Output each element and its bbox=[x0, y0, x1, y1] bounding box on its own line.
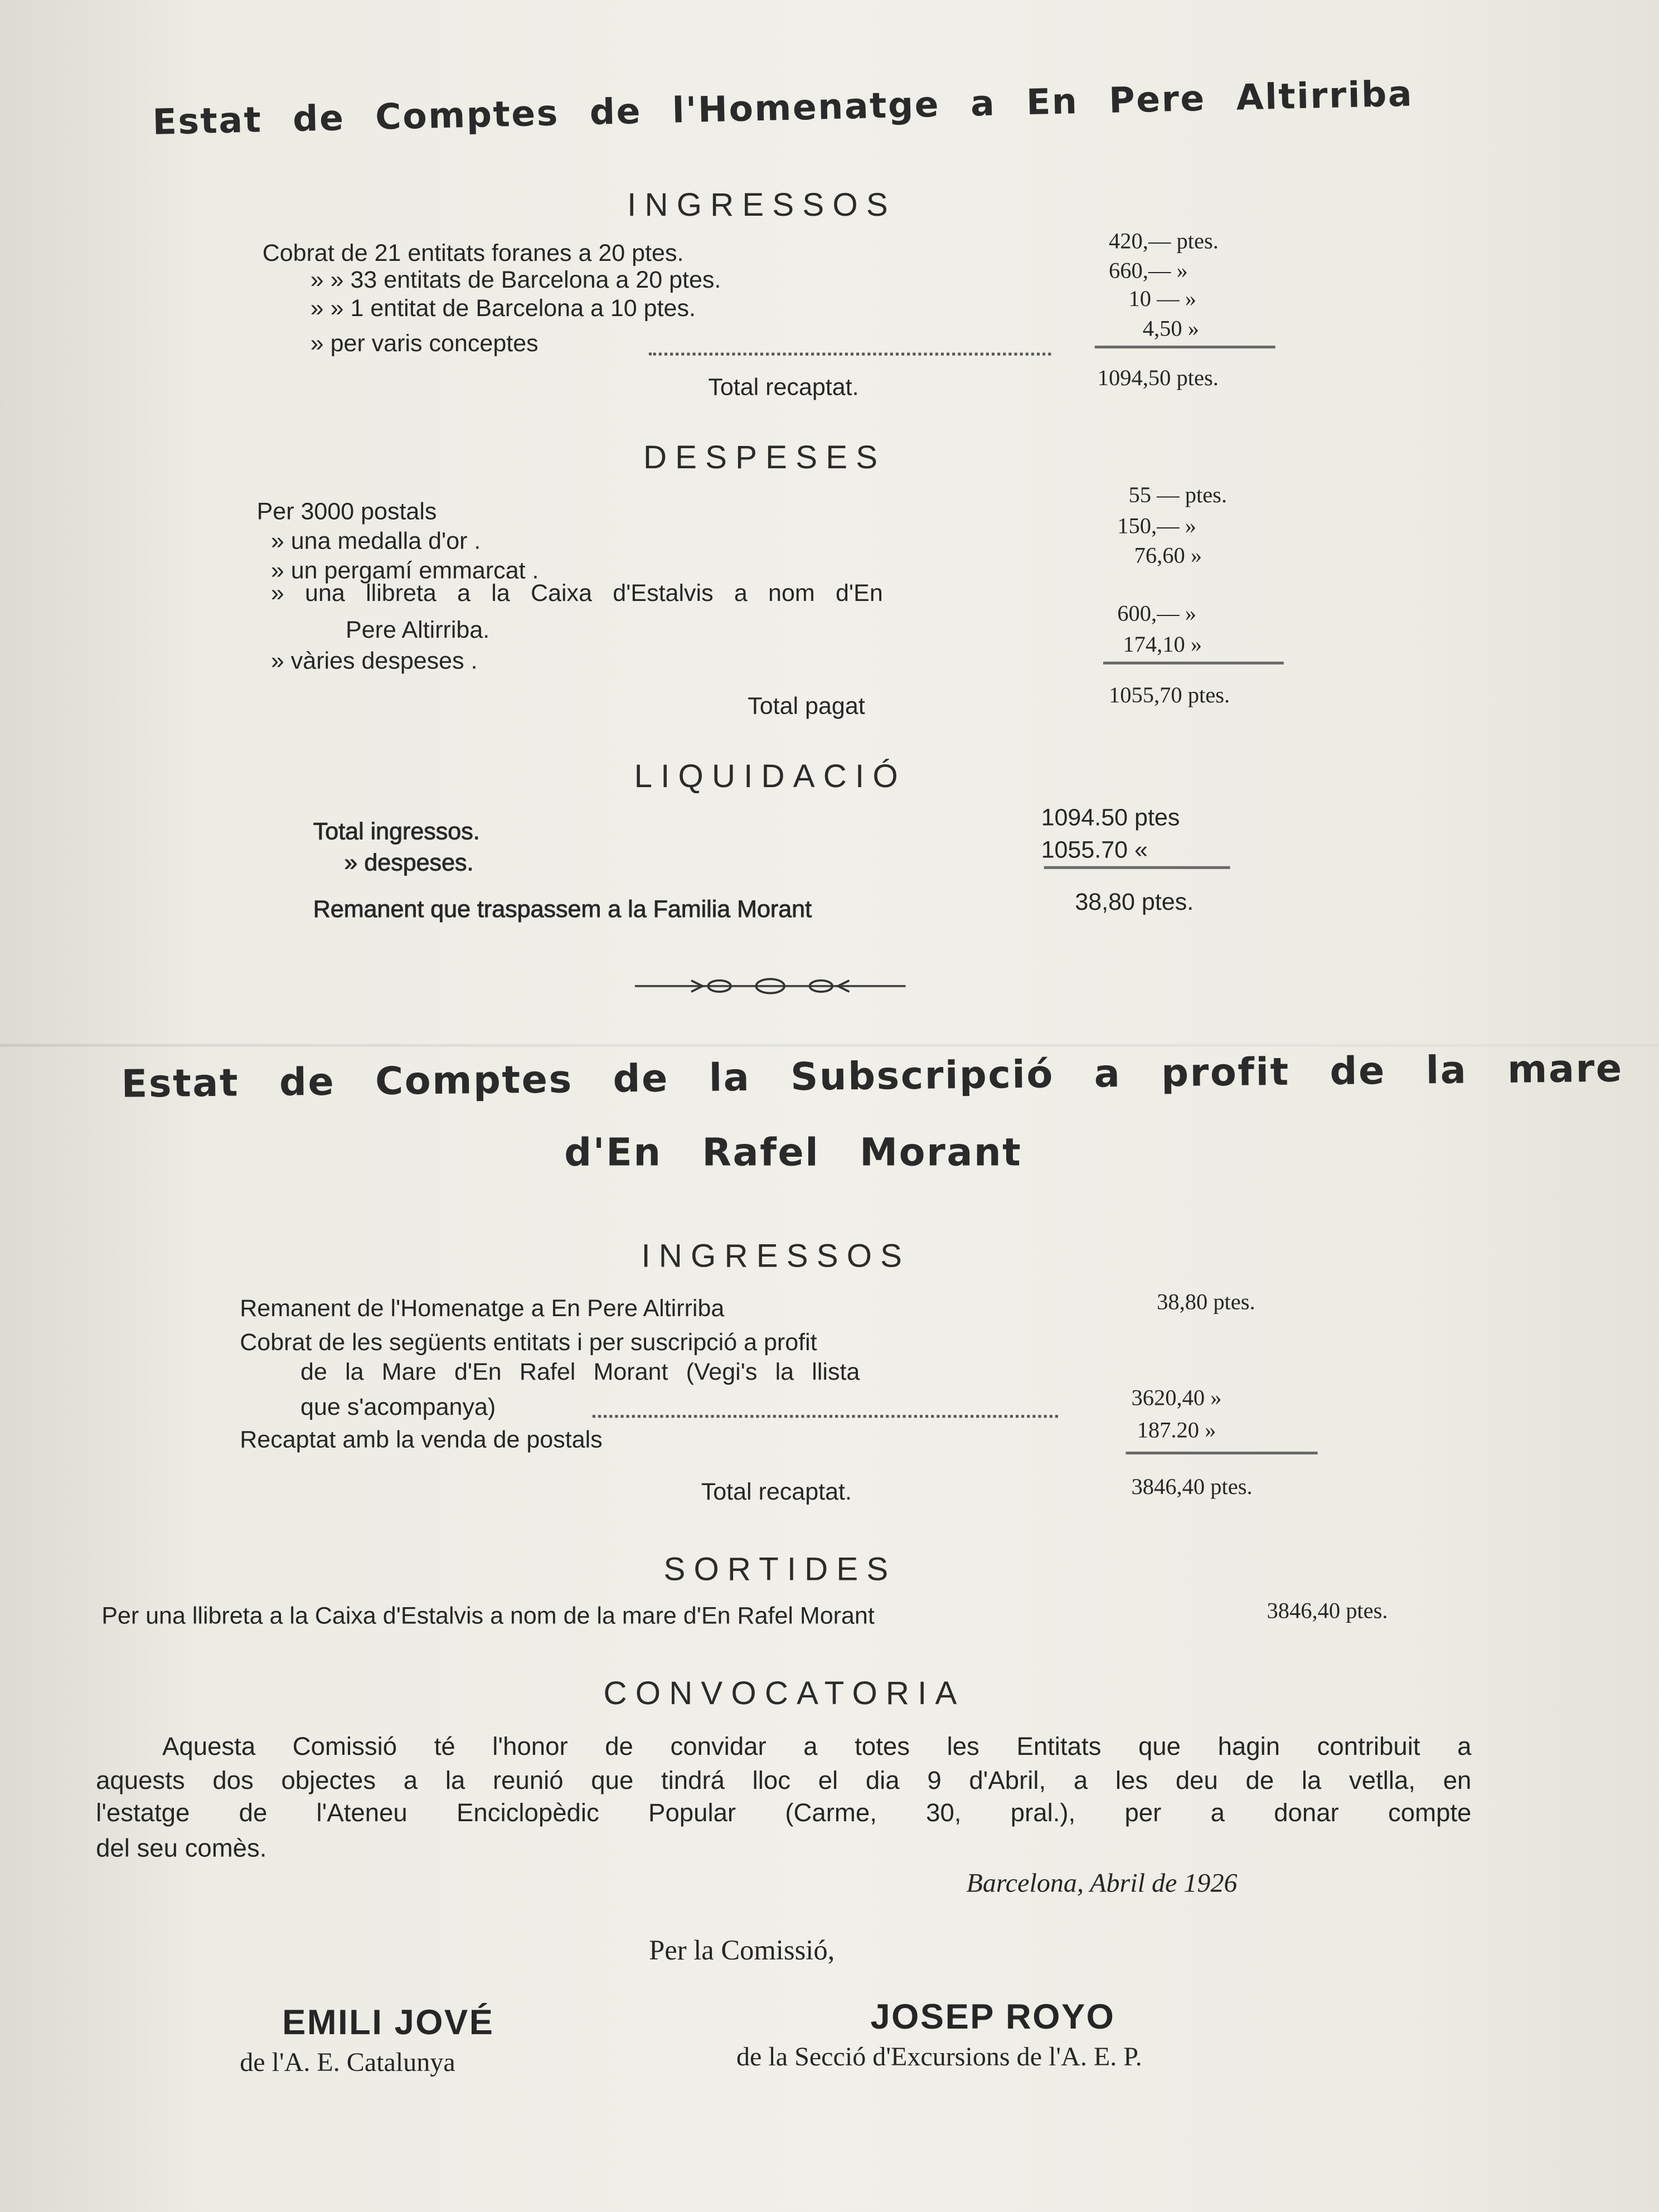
ingressos-heading: INGRESSOS bbox=[627, 186, 896, 223]
total-label: Total recaptat. bbox=[708, 373, 859, 401]
sum-rule bbox=[1103, 662, 1284, 664]
paper-fold bbox=[0, 1044, 1659, 1047]
ingressos-row-amount: 4,50 » bbox=[1142, 317, 1200, 342]
remanent-label: Remanent que traspassem a la Familia Morant bbox=[313, 895, 812, 923]
despeses-row-amount: 600,— » bbox=[1117, 602, 1196, 627]
despeses-row-label: » una llibreta a la Caixa d'Estalvis a nom d'En bbox=[270, 580, 883, 607]
section2-title-line1: Estat de Comptes de la Subscripció a profit de la mare bbox=[121, 1047, 1624, 1107]
total-label: Total recaptat. bbox=[701, 1478, 852, 1506]
section2-title-line2: d'En Rafel Morant bbox=[564, 1131, 1022, 1175]
liquidacio-heading: LIQUIDACIÓ bbox=[634, 757, 906, 794]
despeses-row-amount: 76,60 » bbox=[1134, 544, 1202, 569]
ingressos-row-amount: 38,80 ptes. bbox=[1157, 1291, 1255, 1315]
ingressos-heading: INGRESSOS bbox=[641, 1237, 911, 1274]
dot-leader bbox=[593, 1415, 1058, 1418]
liquidacio-row-amount: 1094.50 ptes bbox=[1041, 804, 1180, 831]
ingressos-row-label: » » 1 entitat de Barcelona a 10 ptes. bbox=[310, 294, 696, 322]
ingressos-row-amount: 187.20 » bbox=[1137, 1419, 1216, 1443]
total-amount: 1055,70 ptes. bbox=[1109, 684, 1230, 709]
place-date: Barcelona, Abril de 1926 bbox=[966, 1869, 1238, 1899]
total-label: Total pagat bbox=[748, 692, 865, 720]
remanent-amount: 38,80 ptes. bbox=[1075, 889, 1194, 916]
signatory-affiliation: de l'A. E. Catalunya bbox=[240, 2048, 455, 2078]
sum-rule bbox=[1126, 1452, 1317, 1454]
ingressos-row-label: » per varis conceptes bbox=[310, 330, 539, 357]
liquidacio-row-label: Total ingressos. bbox=[313, 818, 480, 845]
despeses-row-amount: 174,10 » bbox=[1123, 633, 1202, 658]
signatory-affiliation: de la Secció d'Excursions de l'A. E. P. bbox=[736, 2043, 1142, 2073]
sum-rule bbox=[1044, 866, 1230, 869]
total-amount: 1094,50 ptes. bbox=[1097, 366, 1219, 391]
ingressos-row-label: que s'acompanya) bbox=[300, 1394, 496, 1421]
ingressos-row-label: Cobrat de 21 entitats foranes a 20 ptes. bbox=[262, 240, 684, 267]
ingressos-row-amount: 3620,40 » bbox=[1131, 1386, 1222, 1411]
signatory-name: JOSEP ROYO bbox=[870, 1997, 1115, 2038]
despeses-row-amount: 55 — ptes. bbox=[1128, 483, 1228, 508]
sortides-amount: 3846,40 ptes. bbox=[1267, 1599, 1388, 1624]
per-la-comissio: Per la Comissió, bbox=[649, 1935, 835, 1967]
despeses-row-label: » un pergamí emmarcat . bbox=[270, 557, 539, 584]
liquidacio-row-label: » despeses. bbox=[344, 849, 474, 876]
despeses-row-label: » una medalla d'or . bbox=[270, 527, 481, 555]
dot-leader bbox=[649, 353, 1051, 356]
convocatoria-line: del seu comès. bbox=[96, 1833, 267, 1862]
sortides-heading: SORTIDES bbox=[663, 1550, 897, 1587]
ingressos-row-label: de la Mare d'En Rafel Morant (Vegi's la llista bbox=[300, 1358, 860, 1386]
convocatoria-line: aquests dos objectes a la reunió que tindrá lloc el dia 9 d'Abril, a les deu de la vetlla, en bbox=[96, 1766, 1472, 1794]
sortides-label: Per una llibreta a la Caixa d'Estalvis a nom de la mare d'En Rafel Morant bbox=[101, 1602, 875, 1629]
ornament-divider-icon bbox=[635, 973, 906, 999]
despeses-row-label: Pere Altirriba. bbox=[345, 616, 490, 643]
despeses-row-amount: 150,— » bbox=[1117, 515, 1196, 539]
despeses-row-label: Per 3000 postals bbox=[256, 498, 437, 525]
ingressos-row-amount: 420,— ptes. bbox=[1109, 230, 1219, 254]
convocatoria-line: l'estatge de l'Ateneu Enciclopèdic Popular (Carme, 30, pral.), per a donar compte bbox=[96, 1798, 1472, 1827]
section1-title: Estat de Comptes de l'Homenatge a En Pere Altirriba bbox=[152, 73, 1414, 143]
ingressos-row-amount: 10 — » bbox=[1128, 288, 1196, 312]
signatory-name: EMILI JOVÉ bbox=[282, 2003, 494, 2043]
ingressos-row-label: » » 33 entitats de Barcelona a 20 ptes. bbox=[310, 266, 721, 294]
ingressos-row-label: Cobrat de les següents entitats i per suscripció a profit bbox=[240, 1328, 817, 1356]
ingressos-row-label: Recaptat amb la venda de postals bbox=[240, 1426, 603, 1453]
ingressos-row-label: Remanent de l'Homenatge a En Pere Altirriba bbox=[240, 1295, 725, 1322]
despeses-heading: DESPESES bbox=[643, 439, 886, 476]
despeses-row-label: » vàries despeses . bbox=[270, 647, 478, 675]
convocatoria-heading: CONVOCATORIA bbox=[603, 1674, 966, 1711]
convocatoria-line: Aquesta Comissió té l'honor de convidar a totes les Entitats que hagin contribuit a bbox=[162, 1732, 1472, 1761]
sum-rule bbox=[1095, 346, 1275, 348]
ingressos-row-amount: 660,— » bbox=[1109, 259, 1188, 284]
total-amount: 3846,40 ptes. bbox=[1131, 1476, 1253, 1500]
liquidacio-row-amount: 1055.70 « bbox=[1041, 836, 1148, 864]
